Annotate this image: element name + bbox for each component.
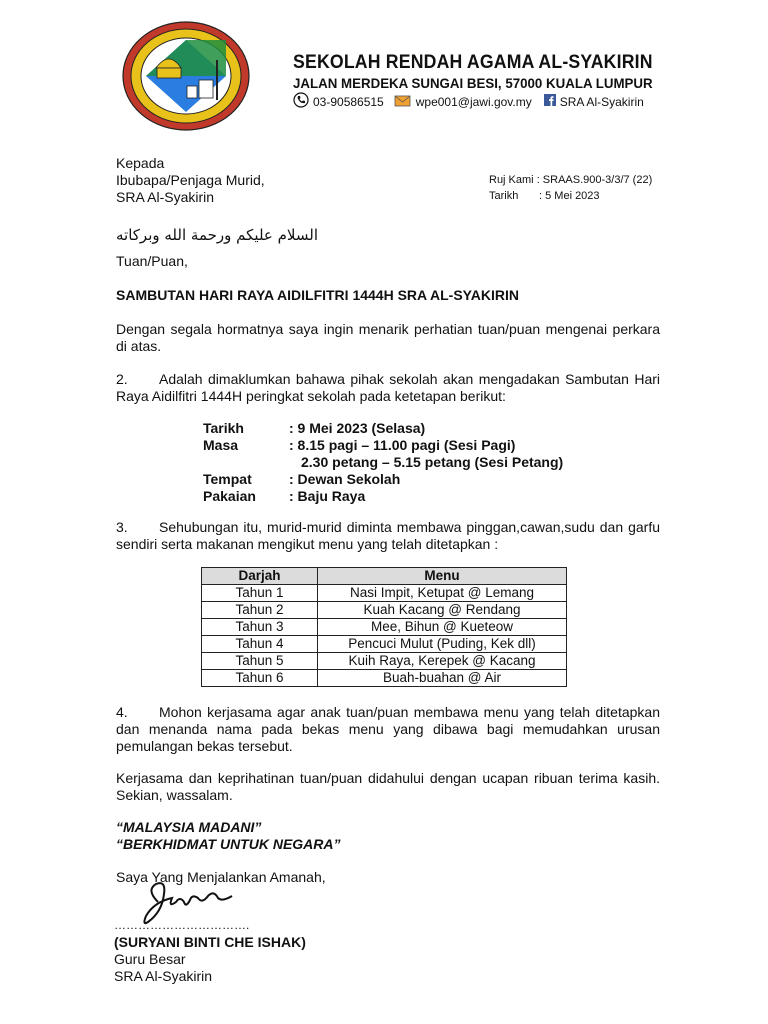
ruj-value: : SRAAS.900-3/3/7 (22) <box>536 174 653 186</box>
date-label: Tarikh <box>489 190 519 202</box>
table-row: Tahun 3 Mee, Bihun @ Kueteow <box>202 619 567 636</box>
facebook-icon <box>544 94 556 109</box>
column-header-darjah: Darjah <box>202 568 318 585</box>
column-header-menu: Menu <box>318 568 567 585</box>
contact-line <box>293 92 644 111</box>
reference-date <box>489 190 600 202</box>
reference-ruj <box>489 174 652 186</box>
signatory-title: Guru Besar <box>114 951 186 967</box>
table-row: Tahun 6 Buah-buahan @ Air <box>202 670 567 687</box>
ruj-label: Ruj Kami <box>489 174 534 186</box>
table-row: Tahun 4 Pencuci Mulut (Puding, Kek dll) <box>202 636 567 653</box>
detail-row: Masa : 8.15 pagi – 11.00 pagi (Sesi Pagi) <box>203 437 516 453</box>
phone-number: 03-90586515 <box>313 94 384 109</box>
signatory-org: SRA Al-Syakirin <box>114 968 213 984</box>
paragraph-5: Kerjasama dan keprihatinan tuan/puan didahului dengan ucapan ribuan terima kasih. Sekian, wassalam. <box>116 770 660 803</box>
school-name: SEKOLAH RENDAH AGAMA AL-SYAKIRIN <box>293 52 653 73</box>
closing-line: Saya Yang Menjalankan Amanah, <box>116 869 326 885</box>
subject-heading: SAMBUTAN HARI RAYA AIDILFITRI 1444H SRA AL-SYAKIRIN <box>116 287 519 303</box>
recipient-line-1: Kepada <box>116 155 165 171</box>
school-address: JALAN MERDEKA SUNGAI BESI, 57000 KUALA LUMPUR <box>293 75 653 91</box>
detail-row: Tempat : Dewan Sekolah <box>203 471 401 487</box>
paragraph-2-number: 2. <box>116 371 128 387</box>
paragraph-3-number: 3. <box>116 519 128 535</box>
signature-dots: ……………………………. <box>114 918 250 932</box>
table-row: Tahun 2 Kuah Kacang @ Rendang <box>202 602 567 619</box>
paragraph-4-text: Mohon kerjasama agar anak tuan/puan membawa menu yang telah ditetapkan dan menanda nama pada bekas menu yang dibawa bagi memudahkan urusan pemulangan bekas tersebut. <box>116 704 660 754</box>
salutation: Tuan/Puan, <box>116 253 188 269</box>
menu-table <box>201 567 567 687</box>
slogan-malaysia-madani: “MALAYSIA MADANI” <box>116 819 262 835</box>
paragraph-2-text: Adalah dimaklumkan bahawa pihak sekolah akan mengadakan Sambutan Hari Raya Aidilfitri 1444H peringkat sekolah pada ketetapan berikut: <box>116 371 660 404</box>
slogan-berkhidmat: “BERKHIDMAT UNTUK NEGARA” <box>116 836 341 852</box>
paragraph-3 <box>116 519 660 553</box>
facebook-page: SRA Al-Syakirin <box>559 94 644 109</box>
paragraph-4 <box>116 704 660 755</box>
detail-row: Pakaian : Baju Raya <box>203 488 366 504</box>
table-row: Tahun 5 Kuih Raya, Kerepek @ Kacang <box>202 653 567 670</box>
detail-row: 2.30 petang – 5.15 petang (Sesi Petang) <box>301 454 564 470</box>
paragraph-1: Dengan segala hormatnya saya ingin menarik perhatian tuan/puan mengenai perkara di atas. <box>116 321 660 354</box>
paragraph-2 <box>116 371 660 405</box>
recipient-line-2: Ibubapa/Penjaga Murid, <box>116 172 265 188</box>
paragraph-4-number: 4. <box>116 704 128 720</box>
arabic-greeting: السلام عليكم ورحمة الله وبركاته <box>116 226 318 244</box>
details-block <box>203 420 563 505</box>
detail-row: Tarikh : 9 Mei 2023 (Selasa) <box>203 420 426 436</box>
table-row: Tahun 1 Nasi Impit, Ketupat @ Lemang <box>202 585 567 602</box>
phone-icon <box>293 92 309 111</box>
email-icon <box>394 93 412 110</box>
recipient-line-3: SRA Al-Syakirin <box>116 189 215 205</box>
email-address: wpe001@jawi.gov.my <box>415 94 532 109</box>
paragraph-3-text: Sehubungan itu, murid-murid diminta membawa pinggan,cawan,sudu dan garfu sendiri serta makanan mengikut menu yang telah ditetapkan : <box>116 519 660 552</box>
signatory-name: (SURYANI BINTI CHE ISHAK) <box>114 934 306 950</box>
school-logo <box>121 20 251 132</box>
table-header-row <box>202 568 567 585</box>
date-value: : 5 Mei 2023 <box>539 190 600 202</box>
